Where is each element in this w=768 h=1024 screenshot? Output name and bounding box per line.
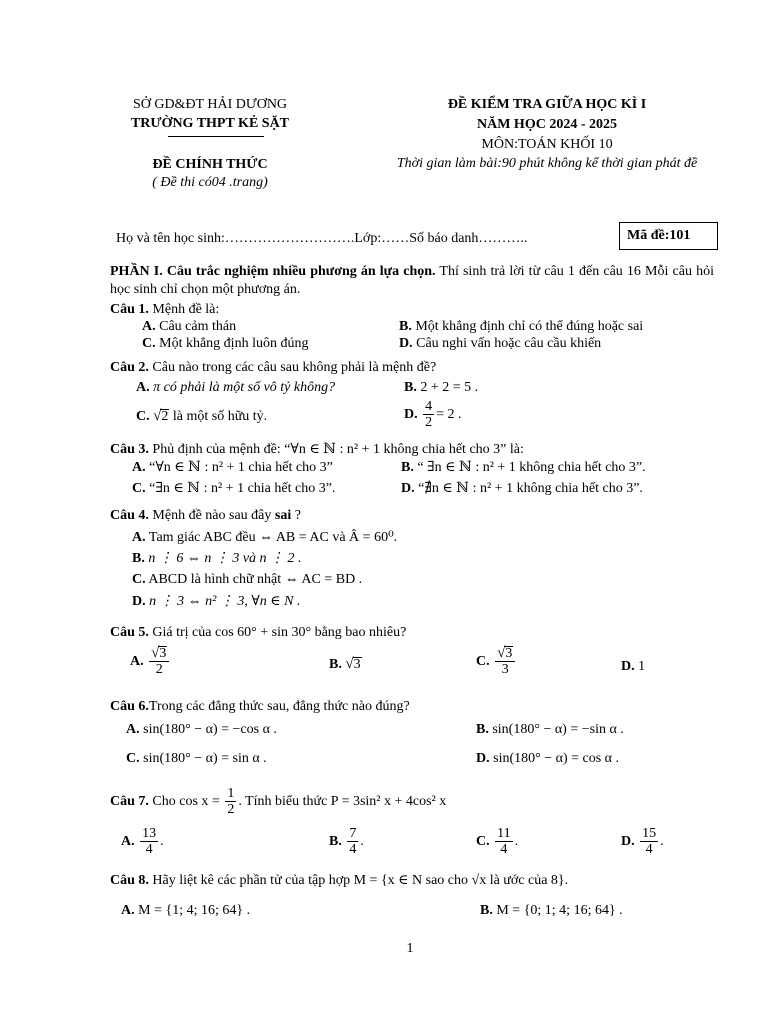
question-label: Câu 5.: [110, 625, 149, 640]
numerator: 4: [425, 399, 433, 414]
q2-option-a: [136, 380, 335, 396]
option-text: 1: [638, 659, 646, 674]
option-label: C.: [132, 481, 146, 496]
option-label: D.: [401, 481, 415, 496]
q1-option-b: [399, 319, 643, 335]
q6-option-d: [476, 751, 619, 767]
q7-option-b: [329, 826, 364, 857]
question-7: [110, 786, 446, 817]
question-3: [110, 442, 524, 458]
option-text: π có phải là một số vô tỷ không?: [153, 380, 336, 395]
exam-code: Mã đề:101: [627, 228, 691, 243]
question-emphasis: sai: [274, 508, 292, 523]
q3-option-d: [401, 481, 643, 497]
numerator: 15: [642, 826, 657, 841]
option-text: M = {0; 1; 4; 16; 64} .: [496, 903, 623, 918]
question-text: Phủ định của mệnh đề: “∀n ∈ ℕ : n² + 1 không chia hết cho 3” là:: [148, 442, 524, 457]
option-label: B.: [329, 657, 342, 672]
option-label: D.: [621, 834, 635, 849]
option-label: A.: [121, 834, 135, 849]
q3-option-b: [401, 460, 646, 476]
option-text: Câu cảm thán: [159, 319, 237, 334]
q6-option-b: [476, 722, 624, 738]
option-label: A.: [142, 319, 156, 334]
q3-option-c: [132, 481, 335, 497]
fraction: [495, 826, 512, 857]
option-label: B.: [132, 551, 145, 566]
question-label: Câu 7.: [110, 794, 149, 809]
sqrt-sign: √: [345, 656, 354, 672]
option-text: n ⋮ 6 ⇔ n ⋮ 3 và n ⋮ 2 .: [148, 551, 302, 566]
question-label: Câu 4.: [110, 508, 149, 523]
denominator: 2: [425, 415, 433, 430]
option-label: D.: [404, 407, 418, 422]
question-text: Mệnh đề là:: [148, 302, 220, 317]
page-number: 1: [406, 941, 414, 956]
part1-intro: [110, 263, 714, 299]
q5-option-c: [476, 646, 517, 677]
school-name: TRƯỜNG THPT KẺ SẶT: [130, 116, 290, 131]
sqrt-radicand: 2: [161, 409, 169, 424]
question-4: [110, 508, 301, 524]
option-label: D.: [399, 336, 413, 351]
option-label: C.: [476, 654, 490, 669]
q6-option-c: [126, 751, 267, 767]
question-text: Trong các đẳng thức sau, đẳng thức nào đúng?: [148, 699, 410, 714]
q4-option-b: [132, 551, 302, 567]
period: .: [160, 834, 164, 849]
option-label: A.: [130, 654, 144, 669]
q4-option-d: [132, 594, 300, 610]
option-text: ABCD là hình chữ nhật ⇔ AC = BD .: [148, 572, 363, 587]
option-text: 2 + 2 = 5 .: [420, 380, 479, 395]
q2-option-d: [404, 399, 462, 430]
sqrt-sign: √: [153, 408, 162, 424]
student-info-line: Họ và tên học sinh:……………………….Lớp:……Số báo danh………..: [116, 231, 528, 246]
part1-text: Thí sinh trả lời từ câu 1 đến câu 16 Mỗi câu hỏi học sinh chỉ chọn một phương án.: [110, 264, 714, 297]
question-label: Câu 3.: [110, 442, 149, 457]
option-text: n ⋮ 3 ⇔ n² ⋮ 3, ∀n ∈ N .: [149, 594, 301, 609]
option-label: C.: [132, 572, 146, 587]
option-label: C.: [142, 336, 156, 351]
option-label: B.: [476, 722, 489, 737]
q1-option-d: [399, 336, 601, 352]
option-label: A.: [132, 460, 146, 475]
question-text: Giá trị của cos 60° + sin 30° bằng bao nhiêu?: [148, 625, 407, 640]
fraction: [225, 786, 236, 817]
option-label: C.: [126, 751, 140, 766]
subject-grade: MÔN:TOÁN KHỐI 10: [481, 137, 613, 152]
denominator: 4: [349, 842, 357, 857]
option-text: sin(180° − α) = −cos α .: [143, 722, 277, 737]
q7-option-d: [621, 826, 664, 857]
numerator: [149, 646, 169, 662]
sqrt-radicand: 3: [505, 646, 513, 661]
question-text: Hãy liệt kê các phần tử của tập hợp M = {x ∈ N sao cho √x là ước của 8}.: [148, 873, 569, 888]
question-text-end: ?: [291, 508, 301, 523]
denominator: 4: [500, 842, 508, 857]
q8-option-b: [480, 903, 623, 919]
sqrt-sign: √: [151, 645, 160, 661]
q2-option-c: [136, 408, 267, 425]
option-label: D.: [621, 659, 635, 674]
option-label: C.: [136, 409, 150, 424]
q5-option-a: [130, 646, 171, 677]
q7-option-c: [476, 826, 518, 857]
numerator: 1: [227, 786, 235, 801]
denominator: 2: [155, 662, 163, 677]
denominator: 4: [645, 842, 653, 857]
exam-code-box: [619, 222, 718, 250]
sqrt-sign: √: [497, 645, 506, 661]
option-label: D.: [476, 751, 490, 766]
q4-option-c: [132, 572, 362, 588]
question-text: Cho cos x =: [148, 794, 224, 809]
exam-title: ĐỀ KIỂM TRA GIỮA HỌC KÌ I: [447, 97, 647, 112]
school-year: NĂM HỌC 2024 - 2025: [477, 117, 617, 132]
q8-option-a: [121, 903, 250, 919]
q1-option-c: [142, 336, 308, 352]
question-2: [110, 360, 436, 376]
option-text: “∄n ∈ ℕ : n² + 1 không chia hết cho 3”.: [418, 481, 643, 496]
option-text: Tam giác ABC đều ⇔ AB = AC và Â = 60⁰.: [148, 530, 398, 545]
option-text: sin(180° − α) = sin α .: [143, 751, 267, 766]
q4-option-a: [132, 530, 397, 546]
option-label: B.: [329, 834, 342, 849]
official-label: ĐỀ CHÍNH THỨC: [152, 157, 268, 172]
department-name: SỞ GD&ĐT HẢI DƯƠNG: [132, 97, 288, 112]
question-label: Câu 8.: [110, 873, 149, 888]
sqrt-radicand: 3: [353, 657, 361, 672]
option-label: A.: [136, 380, 150, 395]
fraction: [140, 826, 158, 857]
question-label: Câu 6.: [110, 699, 149, 714]
period: .: [360, 834, 364, 849]
option-text: là một số hữu tỷ.: [169, 409, 268, 424]
page-count-note: ( Đề thi có04 .trang): [152, 175, 268, 190]
option-label: A.: [132, 530, 146, 545]
option-label: A.: [126, 722, 140, 737]
time-note: Thời gian làm bài:90 phút không kể thời gian phát đề: [396, 156, 698, 171]
option-text: Một khẳng định chỉ có thể đúng hoặc sai: [415, 319, 644, 334]
q5-option-d: [621, 659, 645, 675]
denominator: 2: [227, 802, 235, 817]
numerator: 11: [497, 826, 511, 841]
q7-option-a: [121, 826, 164, 857]
numerator: 7: [349, 826, 357, 841]
option-label: A.: [121, 903, 135, 918]
part1-title: PHẦN I. Câu trắc nghiệm nhiều phương án lựa chọn.: [110, 264, 436, 279]
option-label: B.: [404, 380, 417, 395]
option-text: Câu nghi vấn hoặc câu cầu khiến: [416, 336, 602, 351]
denominator: 3: [501, 662, 509, 677]
denominator: 4: [145, 842, 153, 857]
question-text: Câu nào trong các câu sau không phải là mệnh đề?: [148, 360, 437, 375]
question-text-end: . Tính biểu thức P = 3sin² x + 4cos² x: [238, 794, 447, 809]
question-5: [110, 625, 406, 641]
question-label: Câu 1.: [110, 302, 149, 317]
option-text: = 2 .: [436, 407, 462, 422]
period: .: [514, 834, 519, 849]
option-text: sin(180° − α) = −sin α .: [492, 722, 624, 737]
fraction: [423, 399, 434, 430]
option-label: B.: [480, 903, 493, 918]
question-label: Câu 2.: [110, 360, 149, 375]
question-6: [110, 699, 410, 715]
option-text: M = {1; 4; 16; 64} .: [138, 903, 251, 918]
option-label: B.: [399, 319, 412, 334]
option-text: Một khẳng định luôn đúng: [159, 336, 309, 351]
q3-option-a: [132, 460, 333, 476]
question-1: [110, 302, 219, 318]
fraction: [640, 826, 658, 857]
question-text: Mệnh đề nào sau đây: [148, 508, 275, 523]
numerator: 13: [142, 826, 157, 841]
q5-option-b: [329, 656, 362, 673]
numerator: [495, 646, 515, 662]
option-text: “ ∃n ∈ ℕ : n² + 1 không chia hết cho 3”.: [417, 460, 646, 475]
option-label: D.: [132, 594, 146, 609]
sqrt-radicand: 3: [159, 646, 167, 661]
option-text: sin(180° − α) = cos α .: [493, 751, 620, 766]
option-text: “∃n ∈ ℕ : n² + 1 chia hết cho 3”.: [149, 481, 336, 496]
fraction: [495, 646, 515, 677]
q6-option-a: [126, 722, 277, 738]
period: .: [660, 834, 664, 849]
fraction: [347, 826, 358, 857]
q1-option-a: [142, 319, 236, 335]
option-label: B.: [401, 460, 414, 475]
q2-option-b: [404, 380, 478, 396]
option-text: “∀n ∈ ℕ : n² + 1 chia hết cho 3”: [149, 460, 333, 475]
fraction: [149, 646, 169, 677]
header-underline: [168, 136, 264, 137]
option-label: C.: [476, 834, 490, 849]
question-8: [110, 873, 568, 889]
